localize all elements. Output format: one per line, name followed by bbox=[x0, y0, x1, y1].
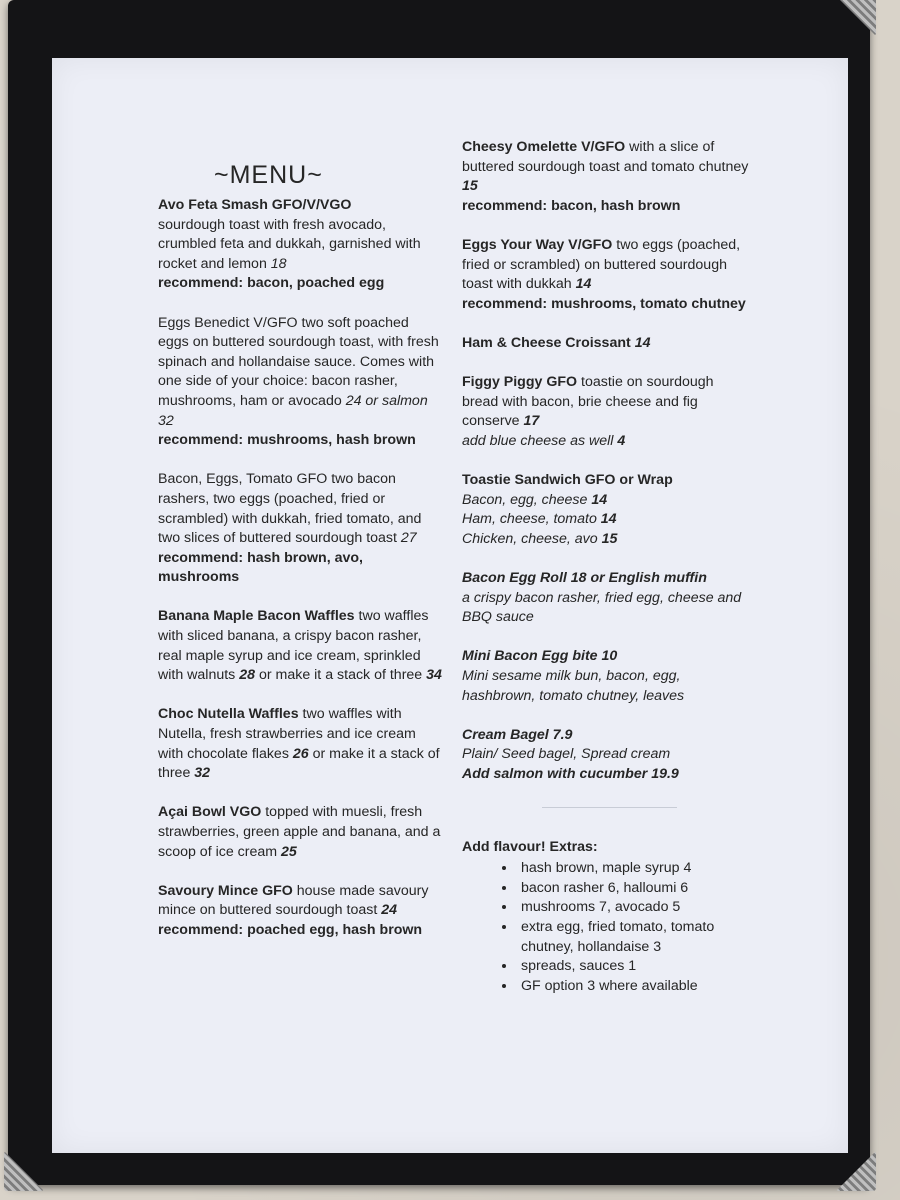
menu-right-column bbox=[462, 138, 752, 1016]
item-price: 27 bbox=[400, 530, 417, 547]
item-name: Cream Bagel 7.9 bbox=[462, 726, 573, 743]
toastie-option-price: 15 bbox=[601, 530, 618, 547]
menu-item-cream-bagel bbox=[462, 726, 752, 785]
menu-item-mini-bacon-egg-bite bbox=[462, 647, 752, 706]
item-desc: two soft poached eggs on buttered sourdough toast, with fresh spinach and hollandaise sauce. Comes with one side of your choice: bacon rasher, mushrooms, ham or avocado bbox=[158, 314, 439, 409]
item-name: Cheesy Omelette V/GFO bbox=[462, 139, 626, 155]
metal-corner-bottom-left bbox=[4, 1151, 44, 1191]
menu-item-bacon-egg-roll bbox=[462, 569, 752, 628]
item-desc: a crispy bacon rasher, fried egg, cheese and BBQ sauce bbox=[462, 589, 742, 626]
item-name: Bacon, Eggs, Tomato GFO bbox=[158, 471, 328, 488]
item-recommend: recommend: bacon, hash brown bbox=[462, 197, 681, 214]
item-desc: Plain/ Seed bagel, Spread cream bbox=[462, 746, 671, 763]
menu-item-eggs-your-way bbox=[462, 236, 752, 314]
menu-sheet bbox=[52, 58, 848, 1153]
item-recommend: recommend: mushrooms, tomato chutney bbox=[462, 295, 746, 312]
extras-list-item: • extra egg, fried tomato, tomato chutney, hollandaise 3 bbox=[517, 918, 752, 957]
item-price-alt-label: or salmon bbox=[365, 392, 428, 409]
item-price: 14 bbox=[634, 334, 651, 351]
item-name: Choc Nutella Waffles bbox=[158, 706, 299, 723]
item-desc: two waffles with sliced banana, a crispy bacon rasher, real maple syrup and ice cream, sprinkled with walnuts bbox=[158, 608, 429, 684]
item-price-alt: 34 bbox=[426, 667, 442, 684]
item-name: Bacon Egg Roll 18 or English muffin bbox=[462, 570, 707, 587]
menu-item-savoury-mince bbox=[158, 882, 443, 941]
item-name: Eggs Benedict V/GFO bbox=[158, 314, 298, 331]
item-recommend: recommend: mushrooms, hash brown bbox=[158, 432, 416, 449]
menu-item-banana-waffles bbox=[158, 607, 443, 685]
menu-item-acai-bowl bbox=[158, 803, 443, 862]
item-name: Avo Feta Smash GFO/V/VGO bbox=[158, 197, 352, 213]
item-recommend: recommend: bacon, poached egg bbox=[158, 275, 385, 292]
item-name: Ham & Cheese Croissant bbox=[462, 334, 631, 351]
item-desc: toastie on sourdough bread with bacon, brie cheese and fig conserve bbox=[462, 374, 714, 430]
extras-list-item: • bacon rasher 6, halloumi 6 bbox=[517, 879, 752, 899]
item-price: 28 bbox=[239, 667, 256, 684]
item-price-alt-label: or make it a stack of three bbox=[258, 667, 423, 684]
item-desc: sourdough toast with fresh avocado, crumbled feta and dukkah, garnished with rocket and lemon bbox=[158, 216, 421, 272]
item-name: Savoury Mince GFO bbox=[158, 882, 293, 899]
item-name: Mini Bacon Egg bite 10 bbox=[462, 648, 618, 665]
item-price-alt: 32 bbox=[158, 412, 174, 429]
menu-item-cheesy-omelette bbox=[462, 138, 752, 216]
item-price: 17 bbox=[523, 413, 540, 430]
item-desc: with a slice of buttered sourdough toast and tomato chutney bbox=[462, 139, 749, 175]
item-name: Toastie Sandwich GFO or Wrap bbox=[462, 472, 673, 489]
menu-item-avo-feta-smash bbox=[158, 196, 443, 294]
item-desc: house made savoury mince on buttered sourdough toast bbox=[158, 882, 429, 919]
toastie-option-price: 14 bbox=[591, 491, 608, 508]
toastie-option-label: Ham, cheese, tomato bbox=[462, 511, 597, 528]
menu-item-eggs-benedict bbox=[158, 314, 443, 451]
item-desc: topped with muesli, fresh strawberries, green apple and banana, and a scoop of ice cream bbox=[158, 804, 441, 860]
menu-item-nutella-waffles bbox=[158, 705, 443, 783]
extras-list-item: • GF option 3 where available bbox=[517, 977, 752, 997]
menu-item-figgy-piggy bbox=[462, 373, 752, 451]
toastie-option-label: Bacon, egg, cheese bbox=[462, 491, 588, 508]
item-price: 26 bbox=[292, 745, 309, 762]
menu-item-toastie-sandwich bbox=[462, 471, 752, 549]
item-price: 24 bbox=[381, 902, 397, 919]
menu-item-ham-cheese-croissant bbox=[462, 334, 752, 354]
metal-corner-bottom-right bbox=[836, 1151, 876, 1191]
extras-list bbox=[462, 859, 752, 996]
item-price-alt-label: or make it a stack of three bbox=[158, 745, 440, 782]
item-desc: two waffles with Nutella, fresh strawberries and ice cream with chocolate flakes bbox=[158, 706, 416, 762]
extras-title: Add flavour! Extras: bbox=[462, 838, 598, 855]
extras-section bbox=[462, 838, 752, 997]
item-name: Eggs Your Way V/GFO bbox=[462, 236, 613, 253]
menu-item-bacon-eggs-tomato bbox=[158, 470, 443, 588]
menu-left-column bbox=[158, 150, 443, 960]
section-divider bbox=[542, 807, 677, 808]
extras-list-item: • spreads, sauces 1 bbox=[517, 957, 752, 977]
menu-title: ~MENU~ bbox=[214, 161, 323, 189]
item-name: Banana Maple Bacon Waffles bbox=[158, 608, 355, 625]
item-name: Açai Bowl VGO bbox=[158, 804, 262, 821]
item-desc: two bacon rashers, two eggs (poached, fried or scrambled) with dukkah, fried tomato, and two slices of buttered sourdough toast bbox=[158, 471, 422, 547]
item-name: Figgy Piggy GFO bbox=[462, 374, 578, 391]
item-price: 24 bbox=[345, 392, 362, 409]
item-price: 25 bbox=[281, 843, 297, 860]
toastie-option-label: Chicken, cheese, avo bbox=[462, 530, 598, 547]
menu-holder bbox=[8, 0, 870, 1185]
item-recommend: recommend: poached egg, hash brown bbox=[158, 921, 423, 938]
item-desc: Mini sesame milk bun, bacon, egg, hashbrown, tomato chutney, leaves bbox=[462, 668, 685, 704]
item-price: 18 bbox=[270, 255, 287, 272]
item-recommend: recommend: hash brown, avo, mushrooms bbox=[158, 549, 363, 586]
item-add-on: Add salmon with cucumber 19.9 bbox=[462, 766, 679, 782]
item-price: 15 bbox=[462, 178, 478, 195]
item-price-alt: 32 bbox=[194, 765, 211, 782]
toastie-option-price: 14 bbox=[600, 511, 617, 528]
item-extra-price: 4 bbox=[617, 432, 626, 449]
item-extra: add blue cheese as well bbox=[462, 432, 614, 449]
extras-list-item: • mushrooms 7, avocado 5 bbox=[517, 898, 752, 918]
item-price: 14 bbox=[575, 276, 592, 293]
extras-list-item: • hash brown, maple syrup 4 bbox=[517, 859, 752, 879]
item-desc: two eggs (poached, fried or scrambled) on buttered sourdough toast with dukkah bbox=[462, 236, 741, 293]
